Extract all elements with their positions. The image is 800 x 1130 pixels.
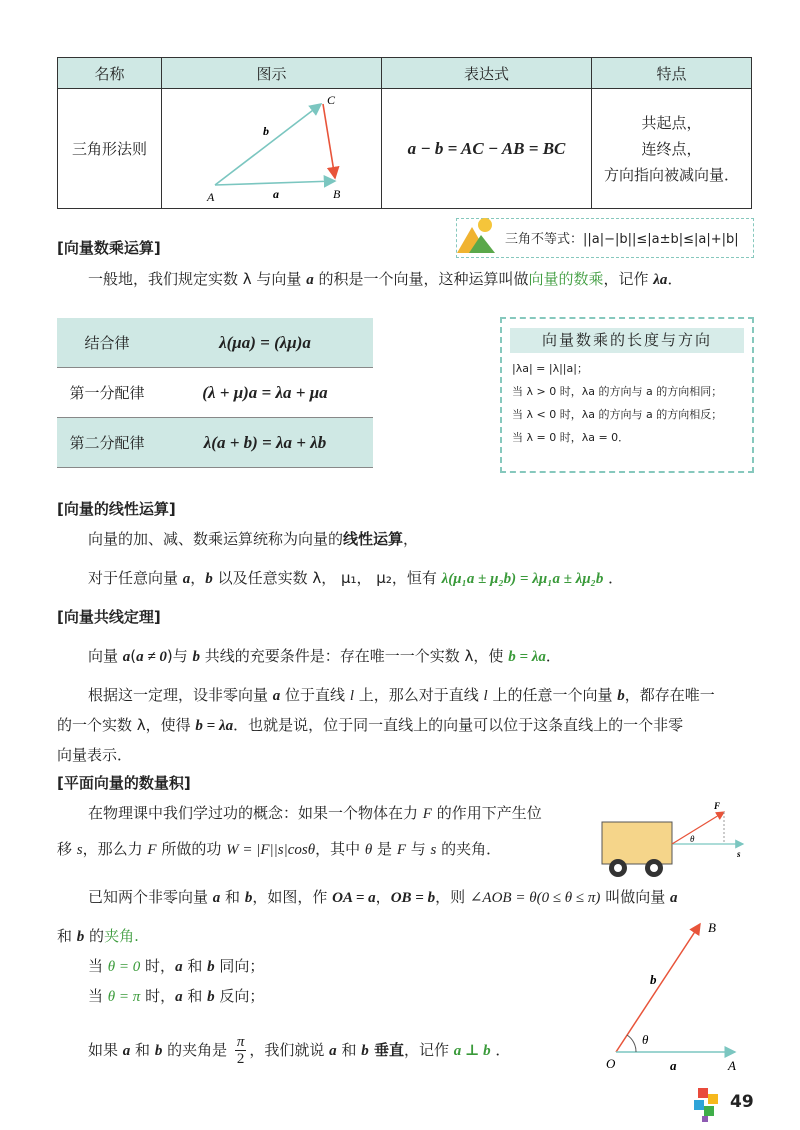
cart-force-diagram — [598, 798, 758, 880]
work-concept-line-2 — [57, 838, 501, 861]
law-name: 第一分配律 — [69, 384, 145, 402]
text: ． — [490, 1041, 511, 1059]
text: ．也就是说，位于同一直线上的向量可以位于这条直线上的一个非零 — [233, 716, 684, 734]
text: 上，那么对于直线 — [354, 686, 484, 704]
angle-aob-diagram — [600, 918, 750, 1076]
text: ，我们就说 — [249, 1041, 330, 1059]
text: ， — [403, 530, 419, 548]
text: 对于任意向量 — [88, 569, 183, 587]
triangle-diagram — [163, 90, 380, 207]
text: ( — [130, 647, 137, 665]
label-C: C — [327, 93, 336, 107]
label-s: s — [737, 849, 741, 859]
math: b — [76, 929, 85, 945]
text: ， — [375, 888, 391, 906]
label-a: a — [273, 187, 279, 201]
math: b — [205, 571, 213, 587]
linear-operations-identity — [88, 567, 623, 590]
collinear-explanation-line-1 — [88, 684, 715, 707]
label-B: B — [708, 920, 716, 935]
vector-b-arrow — [215, 104, 321, 185]
math: b — [361, 1043, 369, 1059]
text: 的夹角． — [436, 840, 502, 858]
math: a ≠ 0 — [136, 649, 167, 665]
law-expr: λ(a + b) = λa + λb — [203, 432, 327, 452]
text: 的一个实数 λ，使得 — [57, 716, 196, 734]
angle-arc — [627, 1035, 636, 1052]
opposite-direction-case — [88, 985, 264, 1008]
header-features: 特点 — [592, 58, 752, 89]
math: ∠AOB = θ(0 ≤ θ ≤ π) — [469, 890, 601, 906]
label-b: b — [650, 972, 657, 987]
work-formula: W = |F||s|cosθ — [226, 842, 316, 858]
law-row — [57, 418, 373, 468]
text: )与 — [166, 647, 193, 665]
text: ，如图，作 — [252, 888, 333, 906]
label-theta: θ — [642, 1032, 649, 1047]
math: b — [154, 1043, 163, 1059]
cart-body — [602, 822, 672, 864]
text: ，记作 — [403, 1041, 454, 1059]
label-O: O — [606, 1056, 616, 1071]
triangle-diagram-cell — [162, 89, 382, 209]
text: 在物理课中我们学过功的概念：如果一个物体在力 — [88, 804, 423, 822]
text: 反向； — [214, 987, 265, 1005]
text: 当 — [88, 957, 108, 975]
text: ，那么力 — [82, 840, 148, 858]
linear-operations-definition — [88, 528, 418, 550]
text: 位于直线 — [280, 686, 350, 704]
math: a — [669, 890, 678, 906]
label-b: b — [263, 124, 269, 138]
math: F — [422, 806, 432, 822]
feature-1: 共起点， — [641, 113, 702, 132]
math: b — [207, 959, 215, 975]
vector-ob-arrow — [616, 924, 700, 1052]
text: ， — [190, 569, 206, 587]
vector-bc-arrow — [323, 104, 335, 178]
text: 和 — [220, 888, 245, 906]
section-linear-operations-title: [向量的线性运算] — [57, 500, 176, 518]
work-concept-line-1 — [88, 802, 542, 825]
text: 时， — [140, 957, 176, 975]
text: 和 — [336, 1041, 362, 1059]
text: ． — [667, 270, 683, 288]
text: 向量的加、减、数乘运算统称为向量的 — [88, 530, 344, 548]
math: θ = 0 — [107, 959, 141, 975]
label-A: A — [728, 1058, 736, 1073]
law-name: 结合律 — [84, 334, 130, 352]
term-scalar-multiplication: 向量的数乘 — [528, 270, 604, 288]
math: F — [147, 842, 157, 858]
box-line: 当 λ < 0 时，λa 的方向与 a 的方向相反； — [512, 408, 723, 421]
math: a — [212, 890, 221, 906]
label-B: B — [333, 187, 341, 201]
math: a — [175, 959, 183, 975]
text: 叫做向量 — [600, 888, 670, 906]
text: ，记作 — [603, 270, 654, 288]
text: 一般地，我们规定实数 λ 与向量 — [88, 270, 307, 288]
box-title: 向量数乘的长度与方向 — [510, 328, 744, 353]
text: ，其中 — [315, 840, 365, 858]
publisher-logo-icon — [692, 1088, 722, 1124]
text: ． — [603, 569, 624, 587]
length-direction-box — [500, 317, 754, 473]
math: b — [207, 989, 215, 1005]
text: 与 — [405, 840, 431, 858]
rule-expression: a − b = AC − AB = BC — [382, 89, 592, 209]
feature-3: 方向指向被减向量． — [603, 165, 739, 184]
box-line: 当 λ > 0 时，λa 的方向与 a 的方向相同； — [512, 385, 723, 398]
label-theta: θ — [690, 834, 695, 844]
text: 向量 — [88, 647, 123, 665]
math: F — [396, 842, 406, 858]
box-line: 当 λ = 0 时，λa = 0． — [512, 431, 630, 444]
text: 的积是一个向量，这种运算叫做 — [313, 270, 529, 288]
math: OA = a — [332, 890, 376, 906]
law-expr: (λ + μ)a = λa + μa — [202, 382, 328, 402]
law-row — [57, 318, 373, 368]
label-F: F — [714, 801, 721, 811]
math: b — [244, 890, 253, 906]
header-name: 名称 — [58, 58, 162, 89]
math: λa — [653, 272, 668, 288]
math: s — [76, 842, 83, 858]
scalar-multiplication-definition — [88, 268, 682, 291]
math: l — [349, 688, 354, 704]
scalar-laws-table — [57, 318, 373, 468]
triangle-rule-table — [57, 57, 752, 209]
text: 所做的功 — [156, 840, 227, 858]
text: ，则 — [435, 888, 470, 906]
text: ． — [545, 647, 561, 665]
math: a — [175, 989, 183, 1005]
collinear-explanation-line-3: 向量表示． — [57, 746, 133, 764]
rule-features — [592, 89, 752, 209]
text: 的 — [84, 927, 105, 945]
term-included-angle: 夹角. — [104, 927, 139, 945]
tip-text: 三角不等式：||a|−|b||≤|a±b|≤|a|+|b| — [505, 232, 739, 247]
law-expr: λ(μa) = (λμ)a — [219, 332, 311, 352]
vector-a-arrow — [215, 181, 335, 185]
math: b — [192, 649, 200, 665]
mountain-sun-icon — [455, 213, 499, 255]
text: 和 — [182, 987, 208, 1005]
linear-identity-formula: λ(μ₁a ± μ₂b) = λμ₁a ± λμ₂b — [441, 571, 604, 587]
text: 和 — [130, 1041, 155, 1059]
text: 的夹角是 — [162, 1041, 232, 1059]
math: a — [329, 1043, 337, 1059]
term-linear-operations: 线性运算 — [343, 530, 404, 548]
law-row — [57, 368, 373, 418]
rule-name: 三角形法则 — [58, 89, 162, 209]
angle-definition-line-2 — [57, 925, 139, 948]
text: 和 — [57, 927, 77, 945]
text: 当 — [88, 987, 108, 1005]
math: θ = π — [107, 989, 141, 1005]
text: 以及任意实数 λ， μ₁， μ₂，恒有 — [212, 569, 442, 587]
text: 的作用下产生位 — [431, 804, 542, 822]
math: a — [306, 272, 314, 288]
same-direction-case — [88, 955, 264, 978]
text: 共线的充要条件是：存在唯一一个实数 λ，使 — [200, 647, 509, 665]
feature-2: 连终点， — [641, 139, 702, 158]
section-collinear-theorem-title: [向量共线定理] — [57, 608, 161, 626]
text: 上的任意一个向量 — [487, 686, 618, 704]
term-perpendicular: 垂直 — [368, 1041, 404, 1059]
math: a — [272, 688, 281, 704]
force-arrow — [672, 812, 724, 844]
label-A: A — [207, 190, 215, 204]
text: 如果 — [88, 1041, 123, 1059]
math: θ — [364, 842, 373, 858]
text: 移 — [57, 840, 77, 858]
fraction-denominator: 2 — [236, 1051, 245, 1067]
collinear-formula: b = λa — [508, 649, 546, 665]
fraction-numerator: π — [236, 1034, 245, 1050]
math: OB = b — [390, 890, 436, 906]
math: l — [483, 688, 488, 704]
math: a — [182, 571, 191, 587]
collinear-explanation-line-2 — [57, 714, 683, 737]
math: a — [122, 1043, 131, 1059]
text: 是 — [372, 840, 397, 858]
collinear-theorem-statement — [88, 645, 561, 668]
page-number: 49 — [730, 1092, 754, 1112]
section-scalar-multiplication-title: [向量数乘运算] — [57, 239, 161, 257]
perpendicular-definition — [88, 1034, 510, 1067]
math: a — [122, 649, 131, 665]
header-expression: 表达式 — [382, 58, 592, 89]
text: ，都存在唯一 — [624, 686, 715, 704]
label-a: a — [670, 1058, 677, 1073]
math: b — [617, 688, 625, 704]
section-dot-product-title: [平面向量的数量积] — [57, 774, 191, 792]
text: 根据这一定理，设非零向量 — [88, 686, 273, 704]
box-line: |λa| = |λ||a|； — [512, 362, 588, 375]
math: s — [430, 842, 437, 858]
angle-definition-line-1 — [88, 886, 677, 909]
text: 已知两个非零向量 — [88, 888, 213, 906]
math: b = λa — [195, 718, 234, 734]
triangle-inequality-tip — [456, 218, 754, 258]
law-name: 第二分配律 — [69, 434, 145, 452]
text: 同向； — [214, 957, 265, 975]
perpendicular-notation: a ⊥ b — [453, 1043, 491, 1059]
text: 时， — [140, 987, 176, 1005]
fraction-pi-over-2 — [235, 1034, 247, 1067]
header-diagram: 图示 — [162, 58, 382, 89]
text: 和 — [182, 957, 208, 975]
